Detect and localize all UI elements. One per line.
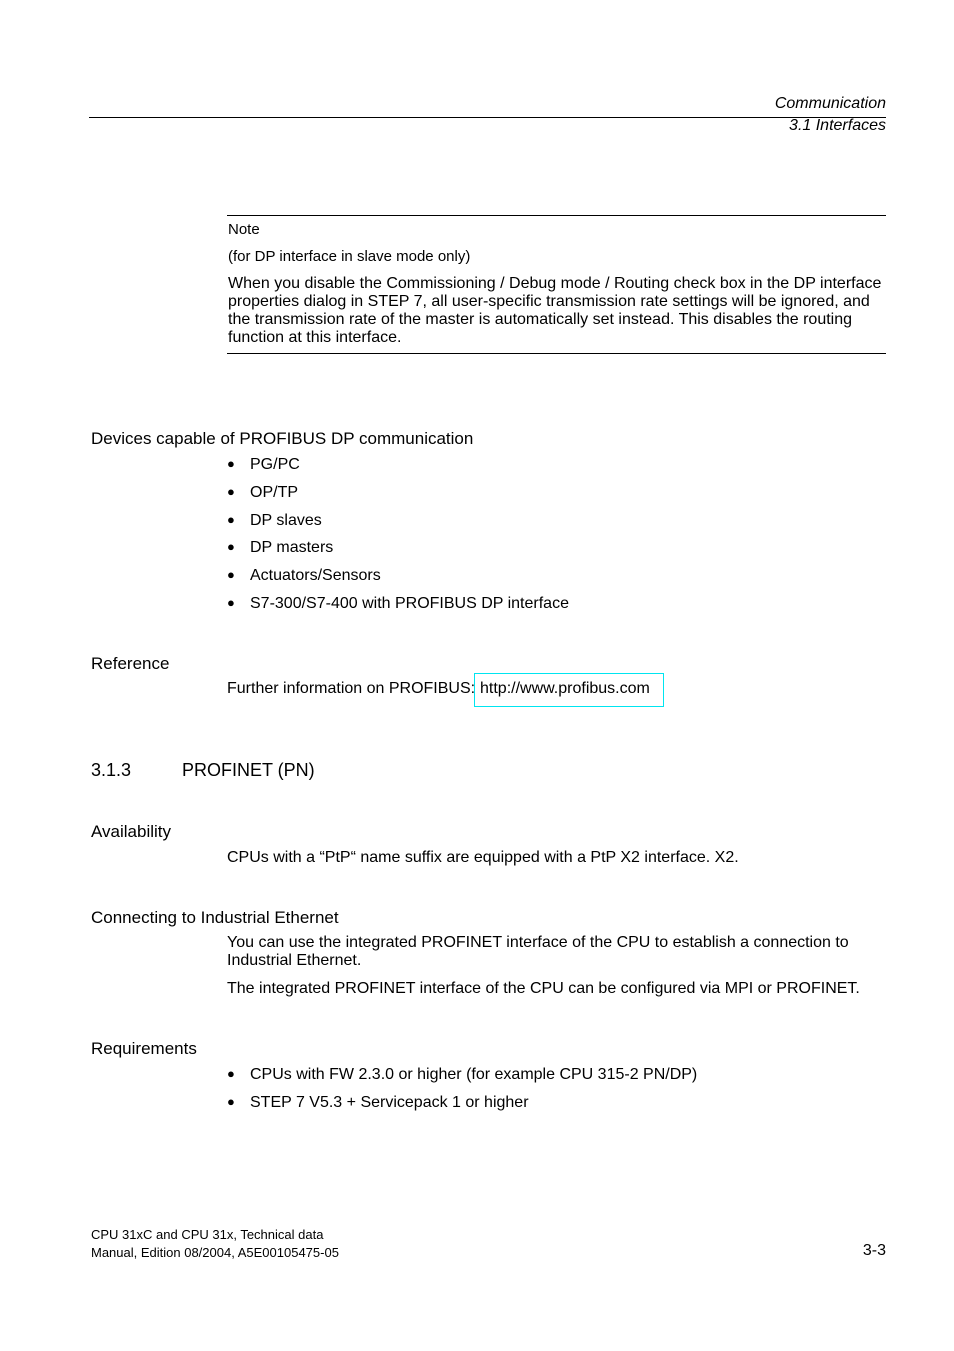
- list-item: ● PG/PC: [227, 456, 300, 473]
- note-line-3: the transmission rate of the master is automatically set instead. This disables the routing: [228, 311, 853, 328]
- list-item: ● S7-300/S7-400 with PROFIBUS DP interface: [227, 595, 569, 612]
- bullet-icon: ●: [227, 595, 235, 610]
- requirements-heading: Requirements: [91, 1039, 197, 1058]
- note-line-2: properties dialog in STEP 7, all user-specific transmission rate settings will be ignored, and: [228, 293, 870, 310]
- ethernet-para1-line1: You can use the integrated PROFINET interface of the CPU to establish a connection to: [227, 934, 849, 951]
- bullet-icon: ●: [227, 539, 235, 554]
- reference-heading: Reference: [91, 654, 170, 673]
- ethernet-para2: The integrated PROFINET interface of the CPU can be configured via MPI or PROFINET.: [227, 980, 860, 997]
- profibus-link[interactable]: http://www.profibus.com: [480, 680, 650, 697]
- header-rule: [89, 117, 886, 118]
- ethernet-heading: Connecting to Industrial Ethernet: [91, 908, 339, 927]
- page-number: 3-3: [862, 1242, 886, 1259]
- devices-heading: Devices capable of PROFIBUS DP communication: [91, 429, 474, 448]
- header-section: 3.1 Interfaces: [789, 117, 886, 134]
- bullet-icon: ●: [227, 1066, 235, 1081]
- availability-text: CPUs with a “PtP“ name suffix are equipped with a PtP X2 interface. X2.: [227, 849, 739, 866]
- list-item: ● Actuators/Sensors: [227, 567, 381, 584]
- section-title: PROFINET (PN): [182, 760, 315, 780]
- footer-line-1: CPU 31xC and CPU 31x, Technical data: [91, 1227, 324, 1242]
- footer-line-2: Manual, Edition 08/2004, A5E00105475-05: [91, 1245, 339, 1260]
- note-title: Note: [228, 221, 260, 238]
- bullet-icon: ●: [227, 567, 235, 582]
- reference-text: Further information on PROFIBUS:: [227, 680, 476, 697]
- list-item: ● CPUs with FW 2.3.0 or higher (for example CPU 315-2 PN/DP): [227, 1066, 698, 1083]
- list-item: ● DP masters: [227, 539, 334, 556]
- bullet-icon: ●: [227, 1094, 235, 1109]
- bullet-icon: ●: [227, 456, 235, 471]
- note-line-4: function at this interface.: [228, 329, 402, 346]
- note-top-rule: [227, 215, 886, 216]
- note-bottom-rule: [227, 353, 886, 354]
- header-chapter: Communication: [774, 95, 886, 112]
- ethernet-para1-line2: Industrial Ethernet.: [227, 952, 362, 969]
- section-number: 3.1.3: [91, 760, 132, 780]
- list-item: ● DP slaves: [227, 512, 322, 529]
- bullet-icon: ●: [227, 484, 235, 499]
- list-item: ● STEP 7 V5.3 + Servicepack 1 or higher: [227, 1094, 529, 1111]
- availability-heading: Availability: [91, 822, 172, 841]
- list-item: ● OP/TP: [227, 484, 299, 501]
- note-subtitle: (for DP interface in slave mode only): [228, 248, 471, 265]
- bullet-icon: ●: [227, 512, 235, 527]
- note-line-1: When you disable the Commissioning / Debug mode / Routing check box in the DP interface: [228, 275, 882, 292]
